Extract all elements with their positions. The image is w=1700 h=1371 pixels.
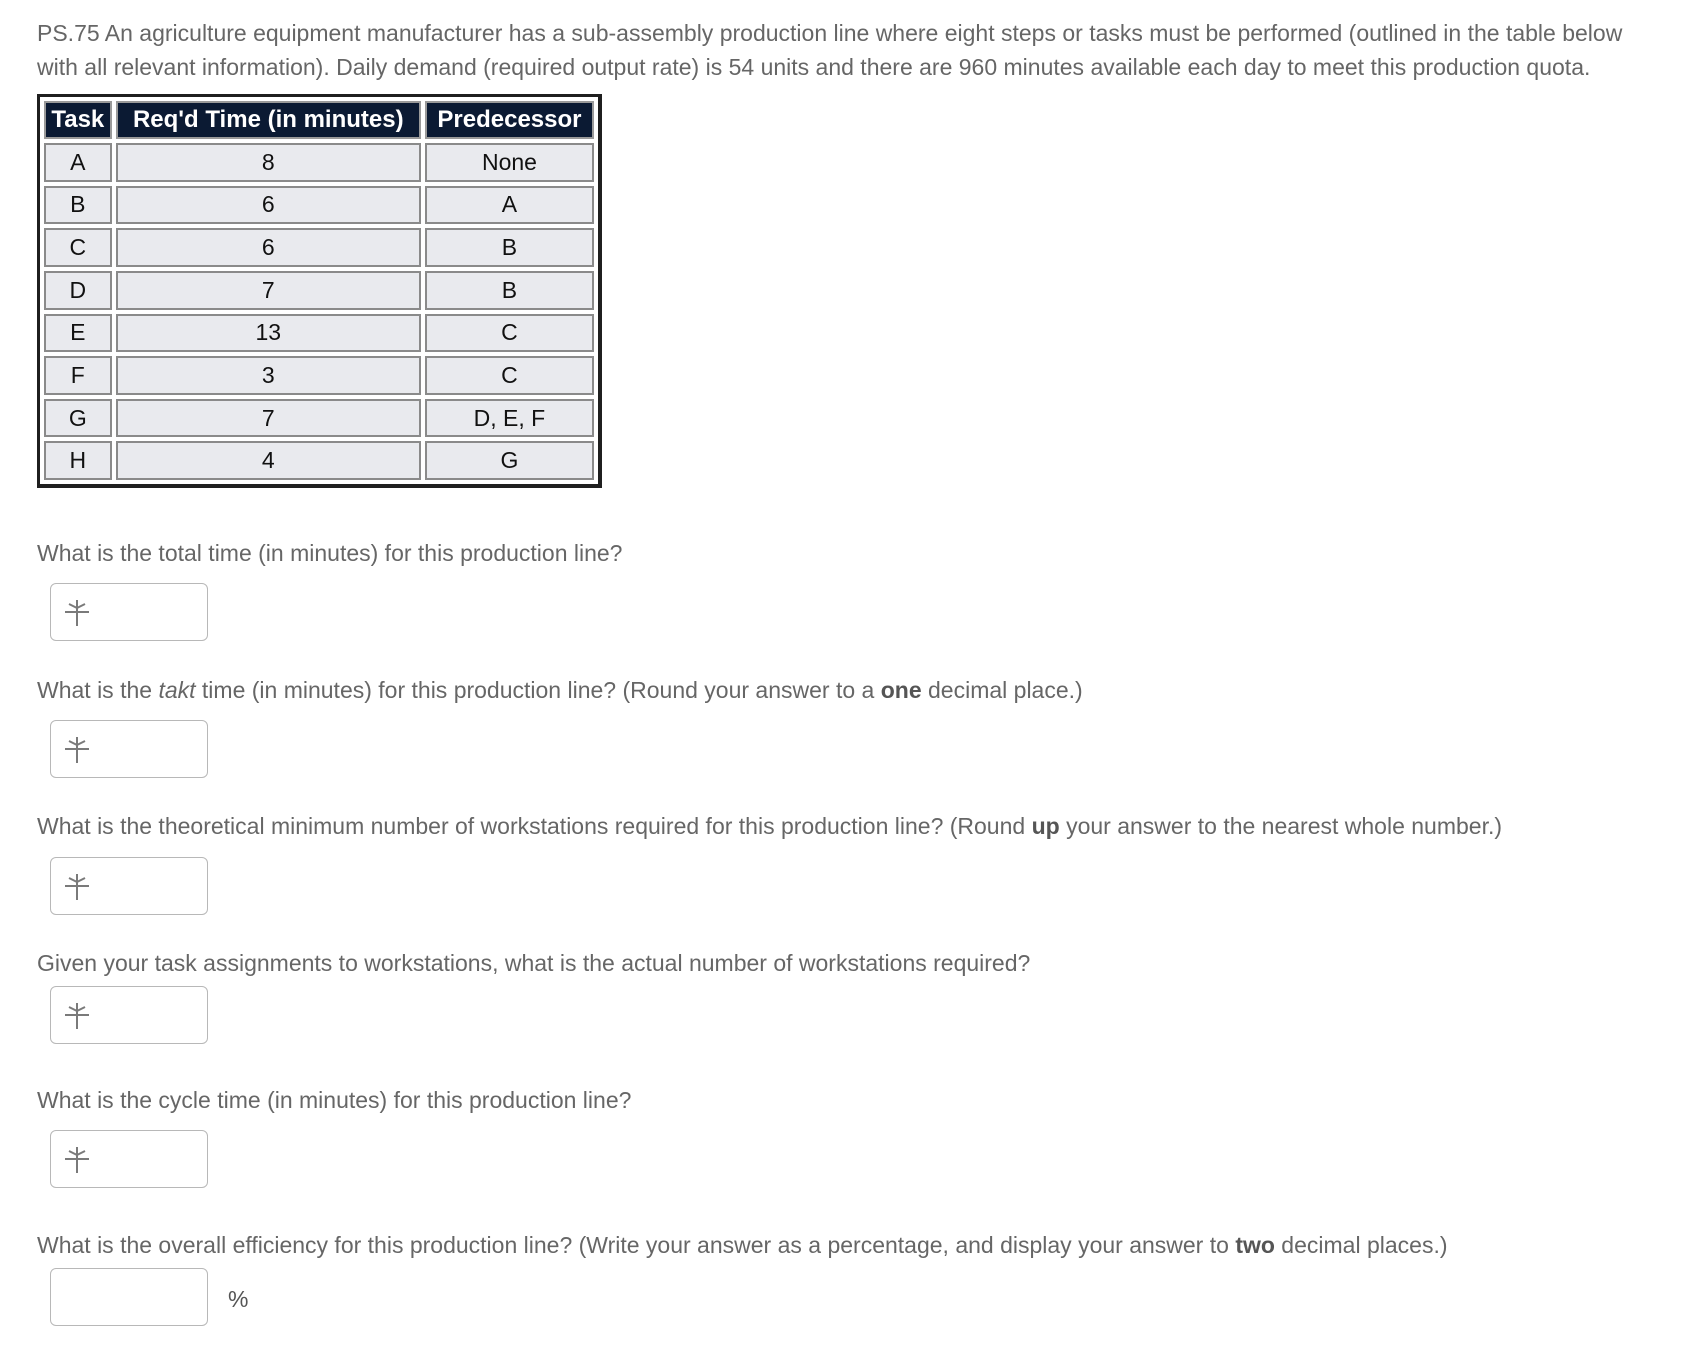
time-cell: 6: [116, 228, 421, 267]
question-text: time (in minutes) for this production line? (Round your answer to a: [195, 677, 881, 703]
answer-input-cycle-time[interactable]: [50, 1130, 208, 1188]
task-cell: D: [44, 271, 112, 310]
math-equation-icon: [63, 735, 91, 765]
predecessor-cell: None: [425, 143, 594, 182]
question-text: What is the overall efficiency for this production line? (Write your answer as a percentage, and display your answer to: [37, 1232, 1236, 1258]
table-row: [44, 143, 594, 182]
time-cell: 4: [116, 441, 421, 480]
header-required-time: Req'd Time (in minutes): [116, 101, 421, 139]
task-table: [37, 94, 602, 488]
answer-input-actual-workstations[interactable]: [50, 986, 208, 1044]
time-cell: 7: [116, 271, 421, 310]
question-text: decimal places.): [1274, 1232, 1448, 1258]
question-cycle-time: What is the cycle time (in minutes) for this production line?: [37, 1087, 632, 1113]
question-text: your answer to the nearest whole number.): [1059, 813, 1503, 839]
predecessor-cell: C: [425, 356, 594, 395]
predecessor-cell: G: [425, 441, 594, 480]
predecessor-cell: A: [425, 186, 594, 225]
problem-statement-line-1: PS.75 An agriculture equipment manufacturer has a sub-assembly production line where eight steps or tasks must be performed (outlined in the table below: [37, 20, 1623, 46]
time-cell: 7: [116, 399, 421, 438]
predecessor-cell: B: [425, 228, 594, 267]
time-cell: 6: [116, 186, 421, 225]
answer-input-overall-efficiency[interactable]: [50, 1268, 208, 1326]
answer-input-takt-time[interactable]: [50, 720, 208, 778]
task-cell: B: [44, 186, 112, 225]
math-equation-icon: [63, 598, 91, 628]
question-takt-time: [37, 677, 1083, 704]
table-row: [44, 356, 594, 395]
question-emphasis: takt: [158, 677, 196, 703]
table-row: [44, 228, 594, 267]
time-cell: 13: [116, 314, 421, 353]
percent-unit-label: %: [228, 1286, 249, 1312]
predecessor-cell: C: [425, 314, 594, 353]
task-cell: F: [44, 356, 112, 395]
question-theoretical-workstations: [37, 813, 1502, 840]
question-overall-efficiency: [37, 1232, 1448, 1259]
question-text: What is the: [37, 677, 159, 703]
header-predecessor: Predecessor: [425, 101, 594, 139]
task-cell: G: [44, 399, 112, 438]
header-task: Task: [44, 101, 112, 139]
problem-statement-line-2: with all relevant information). Daily demand (required output rate) is 54 units and there are 960 minutes available each day to meet this production quota.: [37, 54, 1591, 80]
question-strong: one: [880, 677, 922, 703]
math-equation-icon: [63, 1145, 91, 1175]
task-cell: E: [44, 314, 112, 353]
predecessor-cell: D, E, F: [425, 399, 594, 438]
problem-statement: [37, 16, 1700, 84]
time-cell: 3: [116, 356, 421, 395]
question-total-time: What is the total time (in minutes) for this production line?: [37, 540, 623, 566]
task-cell: C: [44, 228, 112, 267]
table-row: [44, 314, 594, 353]
table-row: [44, 399, 594, 438]
table-row: [44, 441, 594, 480]
question-text: decimal place.): [921, 677, 1083, 703]
answer-input-total-time[interactable]: [50, 583, 208, 641]
question-strong: two: [1235, 1232, 1275, 1258]
answer-input-theoretical-workstations[interactable]: [50, 857, 208, 915]
time-cell: 8: [116, 143, 421, 182]
question-text: What is the theoretical minimum number of workstations required for this production line? (Round: [37, 813, 1032, 839]
table-header-row: [44, 101, 594, 139]
predecessor-cell: B: [425, 271, 594, 310]
math-equation-icon: [63, 1001, 91, 1031]
question-actual-workstations: Given your task assignments to workstations, what is the actual number of workstations required?: [37, 950, 1031, 976]
math-equation-icon: [63, 872, 91, 902]
table-row: [44, 271, 594, 310]
task-cell: A: [44, 143, 112, 182]
question-strong: up: [1031, 813, 1060, 839]
table-row: [44, 186, 594, 225]
task-cell: H: [44, 441, 112, 480]
